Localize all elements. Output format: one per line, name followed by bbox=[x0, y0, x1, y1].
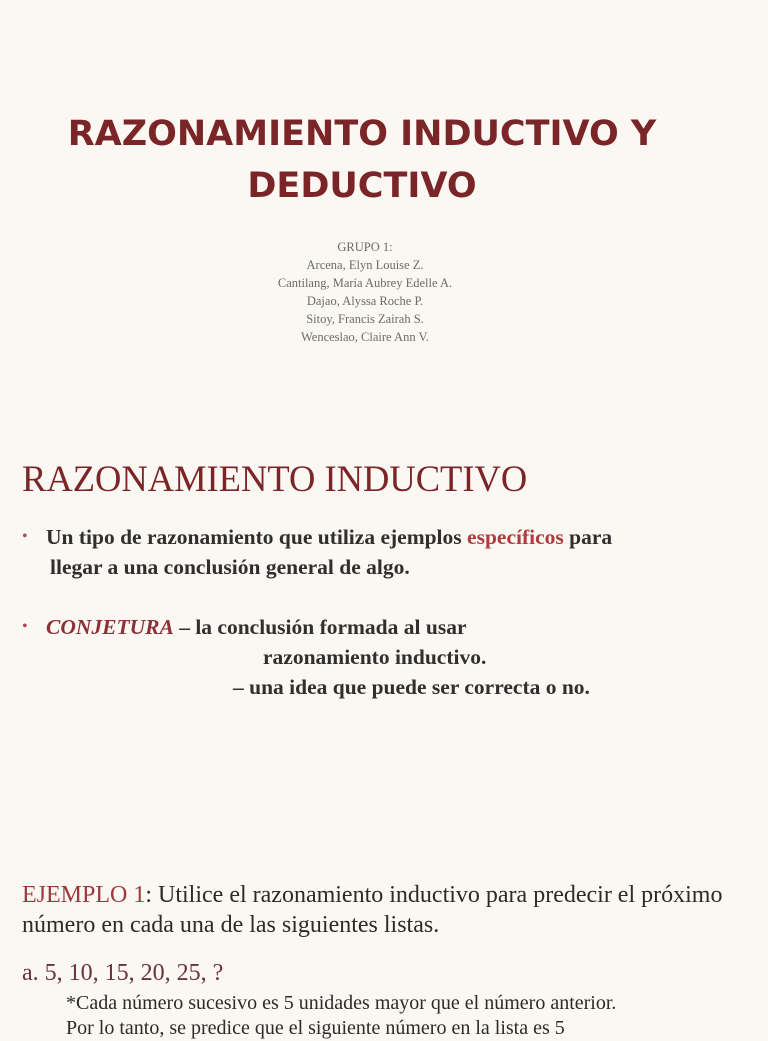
example-note-continued: Por lo tanto, se predice que el siguiente número en la lista es 5 bbox=[66, 1017, 565, 1039]
conjecture-line-2: razonamiento inductivo. bbox=[263, 645, 487, 669]
definition-text: Un tipo de razonamiento que utiliza ejemplos bbox=[46, 525, 468, 549]
example-item-a: a. 5, 10, 15, 20, 25, ? bbox=[22, 960, 224, 986]
author-name: Arcena, Elyn Louise Z. bbox=[306, 258, 424, 272]
conjecture-definition: – la conclusión formada al usar bbox=[173, 615, 467, 639]
conjecture-line-1 bbox=[46, 612, 466, 642]
page-title bbox=[0, 108, 724, 212]
example-note: *Cada número sucesivo es 5 unidades mayor que el número anterior. bbox=[66, 992, 617, 1014]
author-list bbox=[0, 238, 730, 346]
highlight-specific: específicos bbox=[467, 525, 564, 549]
author-name: Dajao, Alyssa Roche P. bbox=[306, 294, 424, 308]
group-label: GRUPO 1: bbox=[337, 240, 393, 254]
author-name: Sitoy, Francis Zairah S. bbox=[306, 312, 424, 326]
author-name: Cantilang, María Aubrey Edelle A. bbox=[277, 276, 453, 290]
example-1 bbox=[22, 880, 742, 940]
conjecture-term: CONJETURA bbox=[46, 615, 174, 639]
example-text: : Utilice el razonamiento inductivo para predecir el próximo número en cada una de las siguientes listas. bbox=[22, 882, 723, 938]
definition-text-end: para bbox=[563, 525, 613, 549]
author-name: Wenceslao, Claire Ann V. bbox=[300, 330, 430, 344]
section-heading-inductive: RAZONAMIENTO INDUCTIVO bbox=[22, 458, 528, 499]
bullet-line bbox=[46, 522, 612, 552]
definition-line-2: llegar a una conclusión general de algo. bbox=[50, 555, 410, 579]
title-line-1: RAZONAMIENTO INDUCTIVO Y bbox=[67, 114, 657, 154]
bullet-icon: • bbox=[22, 618, 28, 635]
title-line-2: DEDUCTIVO bbox=[247, 166, 477, 206]
bullet-icon: • bbox=[22, 528, 28, 545]
conjecture-line-3: – una idea que puede ser correcta o no. bbox=[233, 675, 590, 699]
example-label: EJEMPLO 1 bbox=[22, 882, 146, 908]
